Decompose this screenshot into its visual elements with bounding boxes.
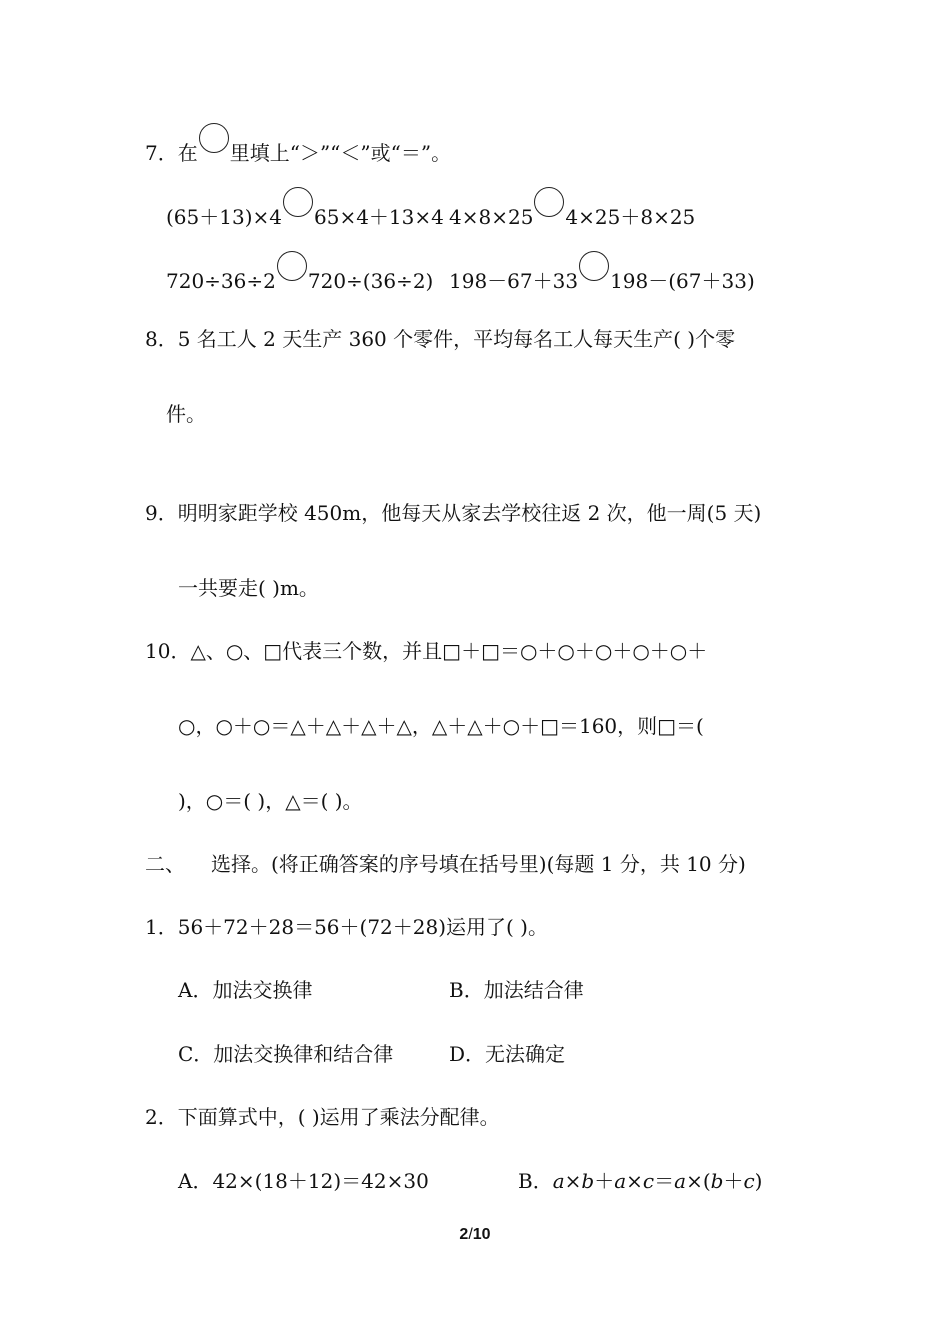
var-a: a — [674, 1169, 687, 1193]
q7-row1-right-a: 4×8×25 — [449, 205, 534, 229]
section2-number: 二、 — [145, 852, 185, 876]
mc2-question: 2．下面算式中，( )运用了乘法分配律。 — [145, 1105, 500, 1129]
mc2-option-a[interactable]: A．42×(18＋12)＝42×30 — [178, 1169, 429, 1193]
plus-sign: ＋ — [723, 1169, 744, 1193]
answer-circle[interactable] — [199, 123, 229, 153]
q10-line1: 10．△、○、□代表三个数，并且□＋□＝○＋○＋○＋○＋○＋ — [145, 639, 708, 663]
var-c: c — [743, 1169, 755, 1193]
q7-row2-right-b: 198－(67＋33) — [610, 269, 755, 293]
mc1-question: 1．56＋72＋28＝56＋(72＋28)运用了( )。 — [145, 915, 548, 939]
q7-row2-right — [449, 262, 755, 295]
q8-line2: 件。 — [166, 402, 206, 426]
page-number — [0, 1226, 950, 1244]
mc2-option-b[interactable] — [518, 1167, 762, 1195]
q7-row1-right — [449, 198, 695, 231]
section2-title: 选择。(将正确答案的序号填在括号里)(每题 1 分，共 10 分) — [211, 852, 746, 876]
page-total: 10 — [472, 1226, 491, 1243]
page-current: 2 — [459, 1226, 469, 1243]
close-paren: ) — [754, 1169, 763, 1193]
mc1-option-a[interactable]: A．加法交换律 — [178, 978, 313, 1002]
mc1-option-c[interactable]: C．加法交换律和结合律 — [178, 1042, 394, 1066]
q7-instruction — [145, 134, 451, 167]
var-a: a — [614, 1169, 627, 1193]
q10-line3: )，○＝( )，△＝( )。 — [178, 789, 363, 813]
times-paren: ×( — [686, 1169, 711, 1193]
q7-row2-left — [166, 262, 433, 295]
q7-row1-left-a: (65＋13)×4 — [166, 205, 282, 229]
page-separator: / — [468, 1226, 473, 1243]
q9-line1: 9．明明家距学校 450m，他每天从家去学校往返 2 次，他一周(5 天) — [145, 501, 762, 525]
q8-line1: 8．5 名工人 2 天生产 360 个零件，平均每名工人每天生产( )个零 — [145, 327, 736, 351]
var-b: b — [581, 1169, 595, 1193]
mc1-option-d[interactable]: D．无法确定 — [449, 1042, 566, 1066]
times-sign: × — [626, 1169, 643, 1193]
answer-circle[interactable] — [579, 251, 609, 281]
q7-row1-right-b: 4×25＋8×25 — [565, 205, 696, 229]
answer-circle[interactable] — [277, 251, 307, 281]
q7-row1-left — [166, 198, 444, 231]
q7-row2-left-b: 720÷(36÷2) — [307, 269, 434, 293]
q7-prefix: 7．在 — [145, 141, 198, 165]
answer-circle[interactable] — [283, 187, 313, 217]
var-b: b — [710, 1169, 724, 1193]
q10-line2: ○，○＋○＝△＋△＋△＋△，△＋△＋○＋□＝160，则□＝( — [178, 714, 704, 738]
plus-sign: ＋ — [594, 1169, 615, 1193]
mc2-option-b-label: B． — [518, 1169, 553, 1193]
q7-row2-left-a: 720÷36÷2 — [166, 269, 276, 293]
q9-line2: 一共要走( )m。 — [178, 576, 319, 600]
q7-suffix: 里填上“＞”“＜”或“＝”。 — [229, 141, 452, 165]
mc1-option-b[interactable]: B．加法结合律 — [449, 978, 584, 1002]
var-a: a — [552, 1169, 565, 1193]
q7-row2-right-a: 198－67＋33 — [449, 269, 579, 293]
equals-sign: ＝ — [654, 1169, 675, 1193]
var-c: c — [642, 1169, 655, 1193]
q7-row1-left-b: 65×4＋13×4 — [314, 205, 444, 229]
times-sign: × — [564, 1169, 582, 1193]
answer-circle[interactable] — [534, 187, 564, 217]
